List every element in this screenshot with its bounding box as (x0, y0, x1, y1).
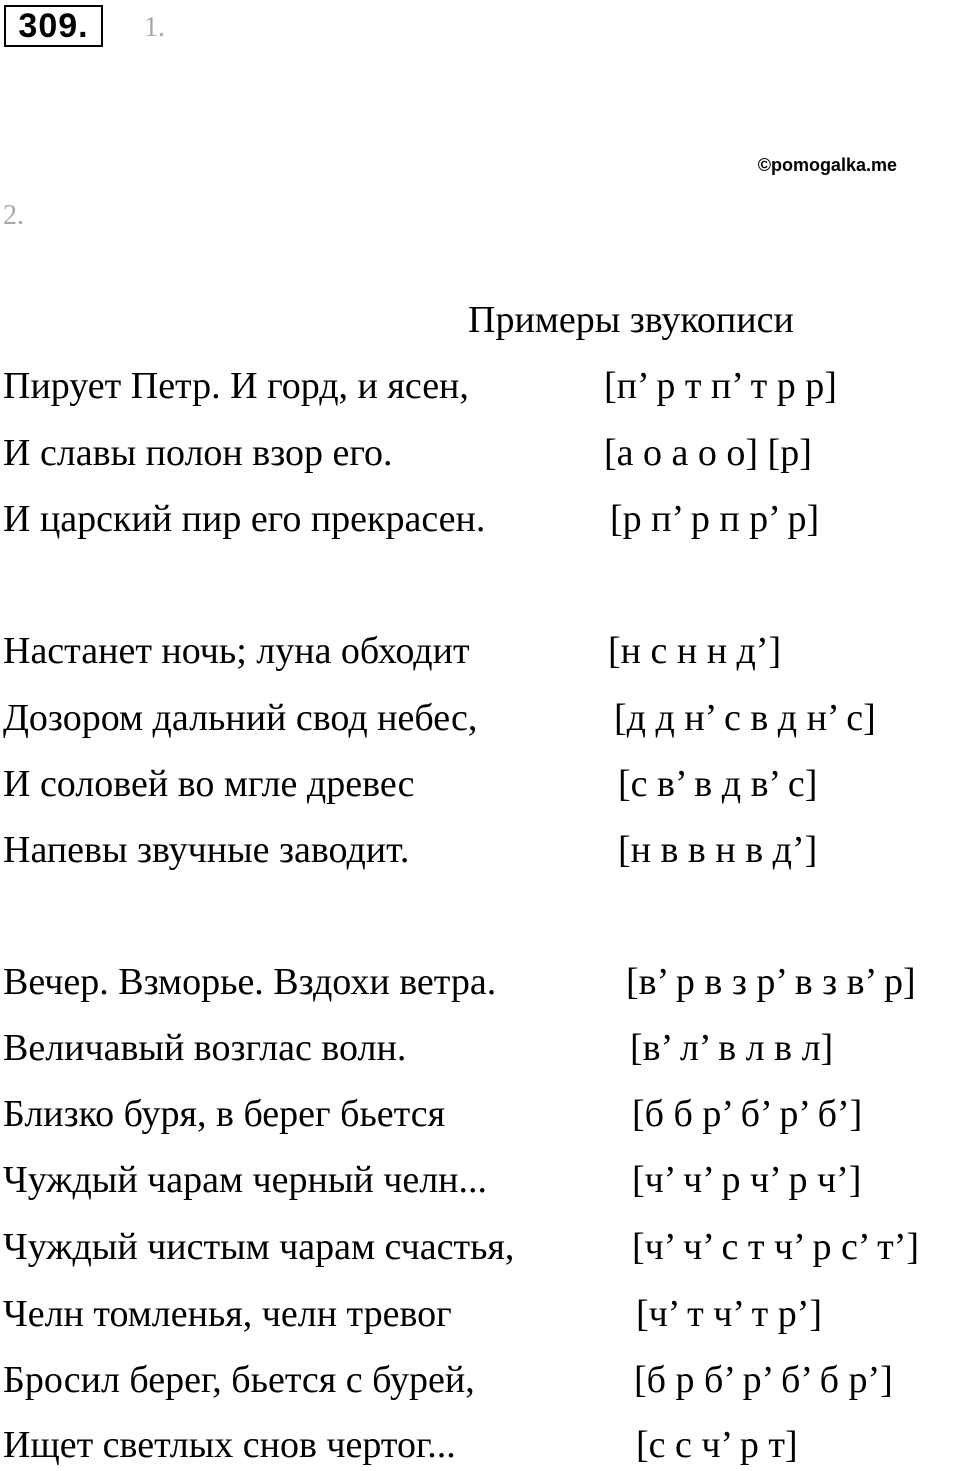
poem-line (0, 696, 960, 744)
sound-transcription: [б р б’ р’ б’ б р’] (634, 1359, 893, 1401)
verse-text: Пирует Петр. И горд, и ясен, (3, 365, 469, 407)
sound-transcription: [ч’ ч’ р ч’ р ч’] (632, 1159, 862, 1201)
sound-transcription: [п’ р т п’ т р р] (604, 365, 837, 407)
section-heading: Примеры звукописи (468, 299, 794, 341)
sound-transcription: [д д н’ с в д н’ с] (614, 697, 876, 739)
poem-line (0, 828, 960, 876)
poem-line (0, 1292, 960, 1340)
poem-line (0, 431, 960, 479)
poem-line (0, 364, 960, 412)
poem-line (0, 1225, 960, 1273)
verse-text: Дозором дальний свод небес, (3, 697, 478, 739)
poem-line (0, 960, 960, 1008)
sound-transcription: [с в’ в д в’ с] (618, 763, 818, 805)
verse-text: Напевы звучные заводит. (3, 829, 410, 871)
sound-transcription: [ч’ ч’ с т ч’ р с’ т’] (632, 1226, 920, 1268)
poem-line (0, 1358, 960, 1406)
subpart-2-label: 2. (3, 200, 24, 231)
poem-line (0, 1026, 960, 1074)
verse-text: Ищет светлых снов чертог... (3, 1424, 456, 1466)
sound-transcription: [н с н н д’] (608, 630, 782, 672)
verse-text: Чуждый чарам черный челн... (3, 1159, 487, 1201)
sound-transcription: [ч’ т ч’ т р’] (636, 1293, 823, 1335)
poem-line (0, 1158, 960, 1206)
verse-text: Вечер. Взморье. Вздохи ветра. (3, 961, 497, 1003)
sound-transcription: [н в в н в д’] (618, 829, 818, 871)
verse-text: Бросил берег, бьется с бурей, (3, 1359, 475, 1401)
sound-transcription: [в’ р в з р’ в з в’ р] (626, 961, 916, 1003)
sound-transcription: [в’ л’ в л в л] (630, 1027, 834, 1069)
subpart-1-label: 1. (144, 12, 165, 43)
poem-line (0, 1423, 960, 1471)
sound-transcription: [б б р’ б’ р’ б’] (632, 1093, 863, 1135)
verse-text: Чуждый чистым чарам счастья, (3, 1226, 515, 1268)
verse-text: Величавый возглас волн. (3, 1027, 407, 1069)
task-number-box: 309. (4, 5, 103, 47)
sound-transcription: [с с ч’ р т] (636, 1424, 798, 1466)
poem-line (0, 1092, 960, 1140)
sound-transcription: [а о а о о] [р] (604, 432, 812, 474)
verse-text: И соловей во мгле древес (3, 763, 415, 805)
verse-text: Близко буря, в берег бьется (3, 1093, 446, 1135)
sound-transcription: [р п’ р п р’ р] (610, 498, 820, 540)
poem-line (0, 629, 960, 677)
verse-text: Настанет ночь; луна обходит (3, 630, 470, 672)
poem-line (0, 497, 960, 545)
verse-text: И царский пир его прекрасен. (3, 498, 486, 540)
verse-text: И славы полон взор его. (3, 432, 393, 474)
site-watermark: ©pomogalka.me (757, 155, 897, 175)
poem-line (0, 762, 960, 810)
verse-text: Челн томленья, челн тревог (3, 1293, 452, 1335)
